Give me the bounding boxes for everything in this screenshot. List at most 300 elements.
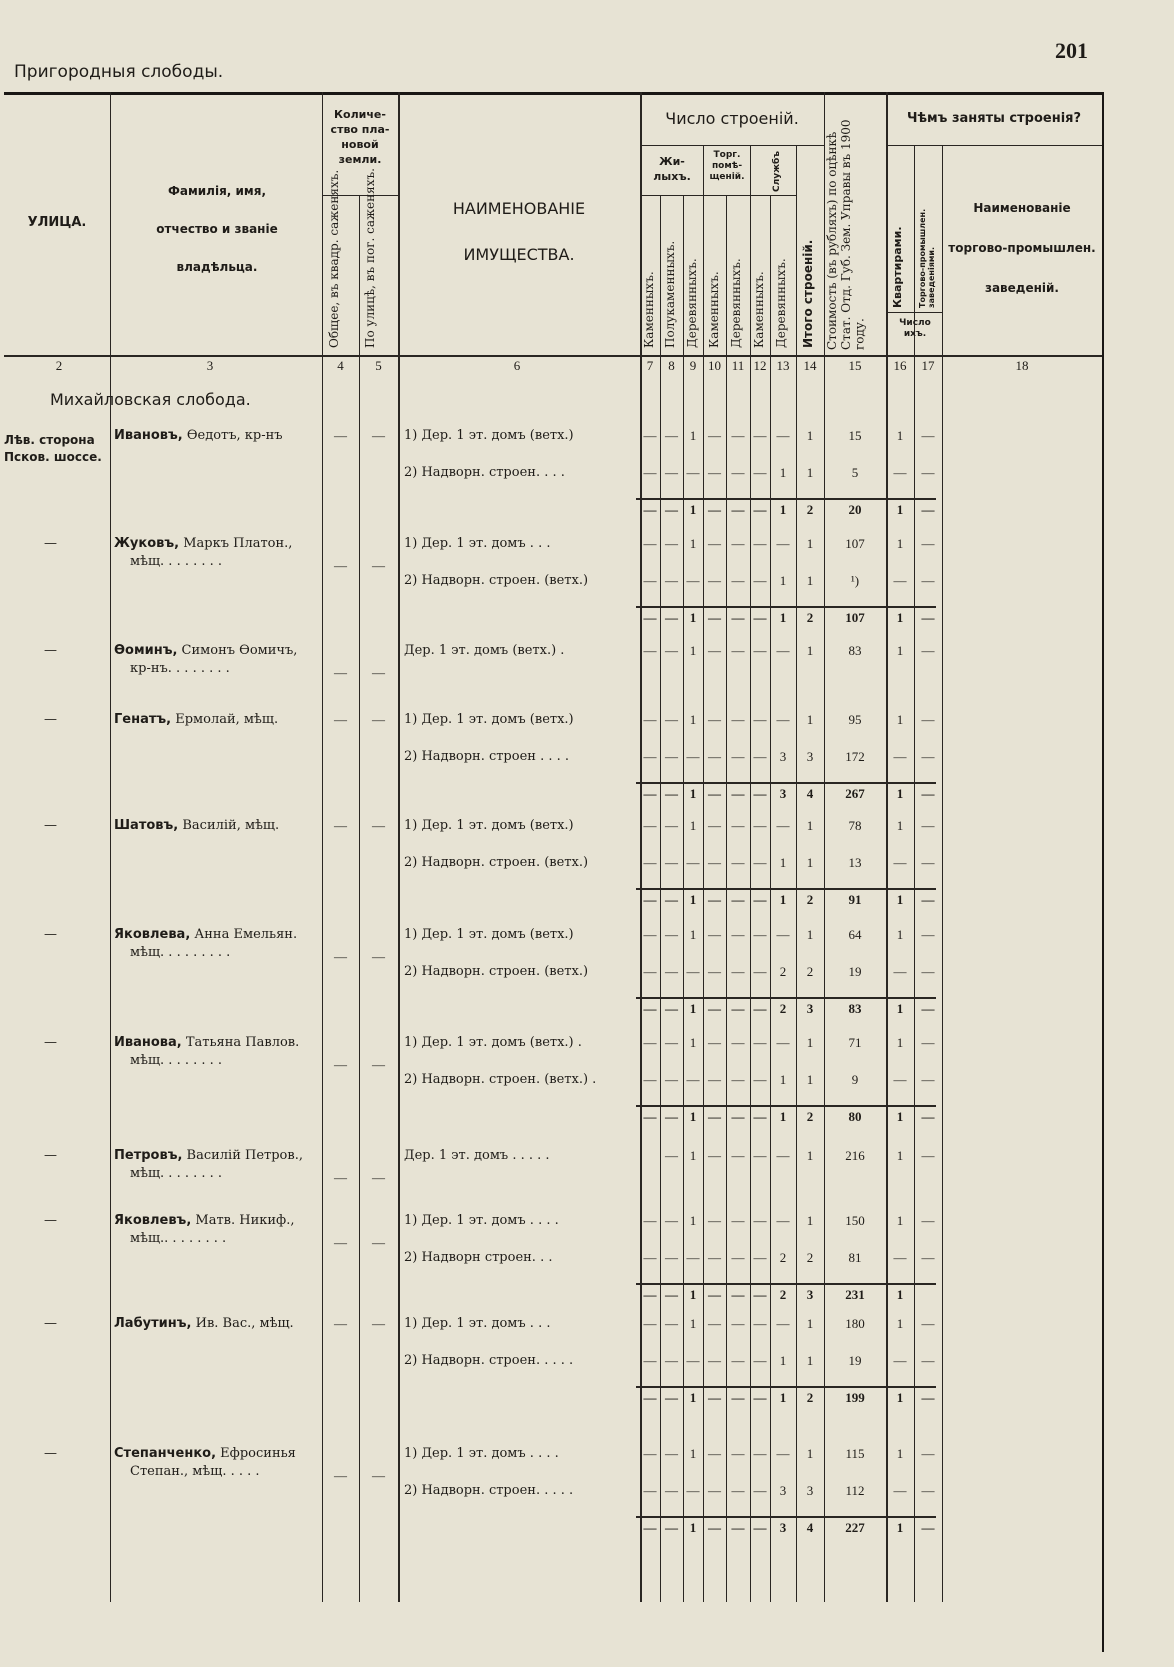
cell-c10: — xyxy=(708,1072,721,1087)
property-item: 2) Надворн. строен. . . . xyxy=(404,465,565,480)
property-item: Дер. 1 эт. домъ (ветх.) . xyxy=(404,643,565,658)
land-total: — xyxy=(334,428,347,443)
total-c14: 3 xyxy=(806,1001,814,1016)
cell-c11: — xyxy=(731,1148,745,1163)
cell-c12: — xyxy=(753,1446,767,1461)
total-c13: 1 xyxy=(779,892,787,907)
col-rule xyxy=(322,92,323,1602)
cell-c11: — xyxy=(731,1035,745,1050)
cell-c16: 1 xyxy=(896,1148,904,1163)
street-dash: — xyxy=(44,643,57,658)
owner-given: Маркъ Платон., xyxy=(179,536,293,551)
cell-c11: — xyxy=(731,927,745,942)
total-c7: — xyxy=(643,786,657,801)
cell-c9: 1 xyxy=(689,1148,697,1163)
total-c7: — xyxy=(643,502,657,517)
total-c8: — xyxy=(665,610,678,625)
cell-c14: 1 xyxy=(806,573,814,588)
cell-c12: — xyxy=(753,1250,767,1265)
header-wooden: Деревянныхъ. xyxy=(685,258,699,348)
cell-c13: — xyxy=(776,428,790,443)
land-street: — xyxy=(372,712,385,727)
cell-c9: — xyxy=(686,1483,700,1498)
cell-c10: — xyxy=(708,1316,721,1331)
cell-c14: 1 xyxy=(806,1072,814,1087)
cell-c10: — xyxy=(708,1250,721,1265)
cell-c16: — xyxy=(893,1072,907,1087)
total-c10: — xyxy=(708,1520,721,1535)
owner-rank: мѣщ. . . . . . . . . xyxy=(130,945,231,960)
total-c11: — xyxy=(731,1390,745,1405)
total-c12: — xyxy=(753,1001,767,1016)
total-c9: 1 xyxy=(689,610,697,625)
cell-c14: 1 xyxy=(806,643,814,658)
column-number: 11 xyxy=(731,358,745,373)
land-street: — xyxy=(372,428,385,443)
cell-c8: — xyxy=(665,573,678,588)
total-c14: 4 xyxy=(806,786,814,801)
street-dash: — xyxy=(44,1213,57,1228)
cell-c11: — xyxy=(731,643,745,658)
cell-c16: — xyxy=(893,1353,907,1368)
total-c16: 1 xyxy=(896,502,904,517)
cell-c16: — xyxy=(893,1483,907,1498)
cell-c15: 95 xyxy=(848,712,862,727)
land-total: — xyxy=(334,1235,347,1250)
land-street: — xyxy=(372,1170,385,1185)
land-street: — xyxy=(372,1468,385,1483)
owner-name xyxy=(114,536,292,551)
cell-c7: — xyxy=(643,1483,657,1498)
cell-c17: — xyxy=(921,1213,935,1228)
cell-c12: — xyxy=(753,927,767,942)
cell-c10: — xyxy=(708,1035,721,1050)
total-c13: 1 xyxy=(779,1109,787,1124)
total-c13: 3 xyxy=(779,786,787,801)
property-item: Дер. 1 эт. домъ . . . . . xyxy=(404,1148,550,1163)
total-c17: — xyxy=(921,786,935,801)
cell-c11: — xyxy=(731,712,745,727)
cell-c13: — xyxy=(776,1035,790,1050)
total-c9: 1 xyxy=(689,1520,697,1535)
cell-c11: — xyxy=(731,465,745,480)
column-number: 10 xyxy=(708,358,721,373)
land-total: — xyxy=(334,712,347,727)
land-street: — xyxy=(372,1316,385,1331)
total-c13: 1 xyxy=(779,502,787,517)
column-number: 3 xyxy=(206,358,214,373)
column-number: 9 xyxy=(689,358,697,373)
header-trade-name: Наименованіе торгово-промышлен. заведеній. xyxy=(948,201,1096,295)
cell-c10: — xyxy=(708,818,721,833)
total-c8: — xyxy=(665,502,678,517)
column-number: 17 xyxy=(921,358,935,373)
cell-c17: — xyxy=(921,1035,935,1050)
cell-c10: — xyxy=(708,1148,721,1163)
cell-c12: — xyxy=(753,818,767,833)
total-c12: — xyxy=(753,502,767,517)
owner-rank: мѣщ. . . . . . . . xyxy=(130,554,223,569)
cell-c8: — xyxy=(665,1213,678,1228)
cell-c10: — xyxy=(708,1213,721,1228)
total-c9: 1 xyxy=(689,1287,697,1302)
cell-c10: — xyxy=(708,855,721,870)
total-c10: — xyxy=(708,786,721,801)
total-c15: 267 xyxy=(845,786,865,801)
land-street: — xyxy=(372,665,385,680)
owner-name xyxy=(114,643,297,658)
total-c11: — xyxy=(731,502,745,517)
property-item: 1) Дер. 1 эт. домъ (ветх.) xyxy=(404,927,574,942)
land-total: — xyxy=(334,665,347,680)
cell-c9: — xyxy=(686,1353,700,1368)
cell-c13: 3 xyxy=(779,1483,787,1498)
total-c16: 1 xyxy=(896,610,904,625)
cell-c14: 1 xyxy=(806,712,814,727)
street-name: Лѣв. сторона Псков. шоссе. xyxy=(4,433,102,465)
header-property: НАИМЕНОВАНІЕ ИМУЩЕСТВА. xyxy=(452,199,586,264)
land-total: — xyxy=(334,949,347,964)
cell-c11: — xyxy=(731,964,745,979)
cell-c14: 1 xyxy=(806,428,814,443)
total-c7: — xyxy=(643,1109,657,1124)
total-c15: 91 xyxy=(848,892,862,907)
cell-c8: — xyxy=(665,964,678,979)
owner-given: Анна Емельян. xyxy=(190,927,298,942)
header-stone: Каменныхъ. xyxy=(642,271,656,348)
header-halfstone: Полукаменныхъ. xyxy=(663,240,677,348)
column-number: 12 xyxy=(753,358,767,373)
cell-c8: — xyxy=(665,1250,678,1265)
cell-c9: 1 xyxy=(689,712,697,727)
cell-c15: 9 xyxy=(851,1072,859,1087)
property-item: 2) Надворн. строен . . . . xyxy=(404,749,570,764)
cell-c9: 1 xyxy=(689,1213,697,1228)
owner-given: Василій Петров., xyxy=(182,1148,303,1163)
header-count: Число ихъ. xyxy=(899,318,931,339)
cell-c7: — xyxy=(643,855,657,870)
subtotal-rule xyxy=(636,1283,936,1285)
cell-c9: 1 xyxy=(689,428,697,443)
cell-c14: 1 xyxy=(806,1213,814,1228)
cell-c17: — xyxy=(921,1316,935,1331)
cell-c9: 1 xyxy=(689,1035,697,1050)
cell-c15: ¹) xyxy=(850,573,860,588)
cell-c14: 1 xyxy=(806,855,814,870)
total-c14: 2 xyxy=(806,502,814,517)
total-c17: — xyxy=(921,892,935,907)
total-c16: 1 xyxy=(896,1109,904,1124)
subtotal-rule xyxy=(636,782,936,784)
section-title: Михайловская слобода. xyxy=(50,390,251,409)
total-c8: — xyxy=(665,1109,678,1124)
land-total: — xyxy=(334,818,347,833)
owner-surname: Яковлевъ, xyxy=(114,1213,192,1228)
cell-c8: — xyxy=(665,536,678,551)
total-c11: — xyxy=(731,1109,745,1124)
cell-c17: — xyxy=(921,712,935,727)
owner-given: Симонъ Ѳомичъ, xyxy=(177,643,298,658)
column-number: 4 xyxy=(337,358,344,373)
property-item: 1) Дер. 1 эт. домъ (ветх.) xyxy=(404,428,574,443)
cell-c10: — xyxy=(708,1353,721,1368)
cell-c15: 78 xyxy=(848,818,862,833)
cell-c15: 64 xyxy=(848,927,862,942)
cell-c16: 1 xyxy=(896,1035,904,1050)
cell-c8: — xyxy=(665,1446,678,1461)
header-land-total: Общее, въ квадр. саженяхъ. xyxy=(327,169,341,348)
total-c7: — xyxy=(643,1287,657,1302)
column-number: 16 xyxy=(893,358,907,373)
total-c8: — xyxy=(665,1001,678,1016)
owner-name xyxy=(114,818,279,833)
cell-c13: — xyxy=(776,643,790,658)
cell-c7: — xyxy=(643,1213,657,1228)
cell-c15: 19 xyxy=(848,1353,862,1368)
cell-c16: 1 xyxy=(896,818,904,833)
cell-c10: — xyxy=(708,536,721,551)
total-c11: — xyxy=(731,786,745,801)
land-street: — xyxy=(372,558,385,573)
total-c15: 80 xyxy=(848,1109,862,1124)
property-item: 1) Дер. 1 эт. домъ (ветх.) . xyxy=(404,1035,582,1050)
total-c17: — xyxy=(921,1109,935,1124)
street-dash: — xyxy=(44,927,57,942)
cell-c17: — xyxy=(921,1353,935,1368)
cell-c16: — xyxy=(893,964,907,979)
cell-c17: — xyxy=(921,927,935,942)
owner-name xyxy=(114,1446,296,1461)
cell-c15: 107 xyxy=(845,536,865,551)
cell-c12: — xyxy=(753,1035,767,1050)
cell-c7: — xyxy=(643,1072,657,1087)
cell-c12: — xyxy=(753,1072,767,1087)
cell-c11: — xyxy=(731,1446,745,1461)
total-c16: 1 xyxy=(896,1520,904,1535)
header-cost: Стоимость (въ рубляхъ) по оцѣнкѣ Стат. Отд. Губ. Зем. Управы въ 1900 году. xyxy=(825,119,867,350)
total-c11: — xyxy=(731,1287,745,1302)
subtotal-rule xyxy=(636,888,936,890)
cell-c13: 1 xyxy=(779,1353,787,1368)
cell-c8: — xyxy=(665,1353,678,1368)
cell-c13: — xyxy=(776,818,790,833)
owner-name xyxy=(114,1316,294,1331)
owner-name xyxy=(114,428,283,443)
total-c8: — xyxy=(665,786,678,801)
cell-c16: 1 xyxy=(896,1213,904,1228)
total-c17: — xyxy=(921,502,935,517)
cell-c14: 1 xyxy=(806,465,814,480)
cell-c11: — xyxy=(731,749,745,764)
cell-c15: 83 xyxy=(848,643,862,658)
header-total: Итого строеній. xyxy=(801,239,815,348)
total-c9: 1 xyxy=(689,786,697,801)
cell-c16: — xyxy=(893,855,907,870)
total-c12: — xyxy=(753,610,767,625)
header-rule xyxy=(640,195,796,196)
cell-c12: — xyxy=(753,465,767,480)
cell-c8: — xyxy=(665,1148,678,1163)
cell-c13: — xyxy=(776,927,790,942)
cell-c10: — xyxy=(708,428,721,443)
cell-c9: — xyxy=(686,855,700,870)
cell-c9: 1 xyxy=(689,643,697,658)
total-c14: 2 xyxy=(806,1390,814,1405)
total-c8: — xyxy=(665,1287,678,1302)
cell-c10: — xyxy=(708,1483,721,1498)
cell-c17: — xyxy=(921,428,935,443)
header-land-street: По улицѣ, въ пог. саженяхъ. xyxy=(363,168,377,348)
total-c15: 231 xyxy=(845,1287,865,1302)
cell-c17: — xyxy=(921,1446,935,1461)
cell-c17: — xyxy=(921,643,935,658)
owner-given: Ѳедотъ, кр-нъ xyxy=(182,428,283,443)
cell-c13: 2 xyxy=(779,964,787,979)
cell-c7: — xyxy=(643,818,657,833)
subtotal-rule xyxy=(636,1386,936,1388)
total-c7: — xyxy=(643,1520,657,1535)
owner-name xyxy=(114,1148,303,1163)
total-c17: — xyxy=(921,1520,935,1535)
total-c10: — xyxy=(708,1001,721,1016)
property-item: 1) Дер. 1 эт. домъ . . . xyxy=(404,536,551,551)
col-rule xyxy=(359,195,360,1602)
total-c14: 3 xyxy=(806,1287,814,1302)
land-total: — xyxy=(334,558,347,573)
cell-c12: — xyxy=(753,855,767,870)
owner-surname: Степанченко, xyxy=(114,1446,217,1461)
subtotal-rule xyxy=(636,498,936,500)
cell-c7: — xyxy=(643,749,657,764)
cell-c16: — xyxy=(893,1250,907,1265)
total-c11: — xyxy=(731,610,745,625)
header-trade-stone: Каменныхъ. xyxy=(707,271,721,348)
cell-c7: — xyxy=(643,1316,657,1331)
cell-c14: 1 xyxy=(806,1446,814,1461)
cell-c8: — xyxy=(665,1072,678,1087)
cell-c12: — xyxy=(753,964,767,979)
cell-c15: 19 xyxy=(848,964,862,979)
header-owner: Фамилія, имя, отчество и званіе владѣльца. xyxy=(156,184,278,274)
cell-c16: 1 xyxy=(896,1446,904,1461)
col-rule xyxy=(398,92,400,1602)
total-c7: — xyxy=(643,1001,657,1016)
owner-rank: Степан., мѣщ. . . . . xyxy=(130,1464,260,1479)
cell-c8: — xyxy=(665,1483,678,1498)
cell-c14: 1 xyxy=(806,536,814,551)
cell-c9: 1 xyxy=(689,818,697,833)
cell-c14: 1 xyxy=(806,1353,814,1368)
owner-given: Василій, мѣщ. xyxy=(178,818,280,833)
land-street: — xyxy=(372,1057,385,1072)
total-c16: 1 xyxy=(896,1287,904,1302)
cell-c12: — xyxy=(753,749,767,764)
cell-c8: — xyxy=(665,712,678,727)
owner-given: Татьяна Павлов. xyxy=(181,1035,300,1050)
total-c7: — xyxy=(643,892,657,907)
total-c7: — xyxy=(643,610,657,625)
cell-c14: 2 xyxy=(806,964,814,979)
column-number: 5 xyxy=(375,358,382,373)
cell-c7: — xyxy=(643,573,657,588)
total-c7: — xyxy=(643,1390,657,1405)
property-item: 1) Дер. 1 эт. домъ . . . . xyxy=(404,1446,559,1461)
cell-c11: — xyxy=(731,1316,745,1331)
header-street: УЛИЦА. xyxy=(27,215,87,230)
cell-c17: — xyxy=(921,573,935,588)
cell-c14: 1 xyxy=(806,1316,814,1331)
cell-c12: — xyxy=(753,1213,767,1228)
header-rule xyxy=(640,145,824,146)
cell-c15: 5 xyxy=(851,465,859,480)
cell-c9: — xyxy=(686,749,700,764)
total-c13: 2 xyxy=(779,1001,787,1016)
subtotal-rule xyxy=(636,997,936,999)
land-total: — xyxy=(334,1316,347,1331)
cell-c10: — xyxy=(708,712,721,727)
cell-c9: 1 xyxy=(689,536,697,551)
cell-c16: — xyxy=(893,465,907,480)
total-c9: 1 xyxy=(689,1390,697,1405)
cell-c7: — xyxy=(643,428,657,443)
cell-c17: — xyxy=(921,818,935,833)
total-c14: 2 xyxy=(806,610,814,625)
header-service-stone: Каменныхъ. xyxy=(752,271,766,348)
cell-c17: — xyxy=(921,1250,935,1265)
cell-c8: — xyxy=(665,465,678,480)
column-number: 13 xyxy=(776,358,790,373)
owner-given: Матв. Никиф., xyxy=(191,1213,295,1228)
total-c15: 107 xyxy=(845,610,865,625)
header-living: Жи-лыхъ. xyxy=(653,155,691,183)
cell-c7: — xyxy=(643,1446,657,1461)
header-trade-est: Торгово-промышлен. заведеніями. xyxy=(918,208,937,308)
cell-c10: — xyxy=(708,643,721,658)
street-dash: — xyxy=(44,818,57,833)
total-c17: — xyxy=(921,1390,935,1405)
cell-c17: — xyxy=(921,1148,935,1163)
cell-c8: — xyxy=(665,428,678,443)
total-c12: — xyxy=(753,892,767,907)
cell-c15: 112 xyxy=(845,1483,865,1498)
owner-rank: мѣщ. . . . . . . . xyxy=(130,1053,223,1068)
total-c12: — xyxy=(753,1390,767,1405)
cell-c13: 3 xyxy=(779,749,787,764)
total-c14: 2 xyxy=(806,892,814,907)
cell-c7: — xyxy=(643,1035,657,1050)
cell-c14: 1 xyxy=(806,927,814,942)
cell-c9: — xyxy=(686,573,700,588)
cell-c7: — xyxy=(643,643,657,658)
cell-c13: 1 xyxy=(779,465,787,480)
subtotal-rule xyxy=(636,1105,936,1107)
cell-c8: — xyxy=(665,927,678,942)
column-number: 2 xyxy=(55,358,63,373)
cell-c16: 1 xyxy=(896,536,904,551)
cell-c11: — xyxy=(731,573,745,588)
page-title: Пригородныя слободы. xyxy=(14,62,224,82)
owner-surname: Лабутинъ, xyxy=(114,1316,192,1331)
owner-surname: Шатовъ, xyxy=(114,818,179,833)
total-c8: — xyxy=(665,1390,678,1405)
cell-c8: — xyxy=(665,855,678,870)
total-c9: 1 xyxy=(689,1001,697,1016)
cell-c11: — xyxy=(731,536,745,551)
street-dash: — xyxy=(44,1148,57,1163)
total-c8: — xyxy=(665,892,678,907)
street-dash: — xyxy=(44,536,57,551)
total-c15: 83 xyxy=(848,1001,862,1016)
